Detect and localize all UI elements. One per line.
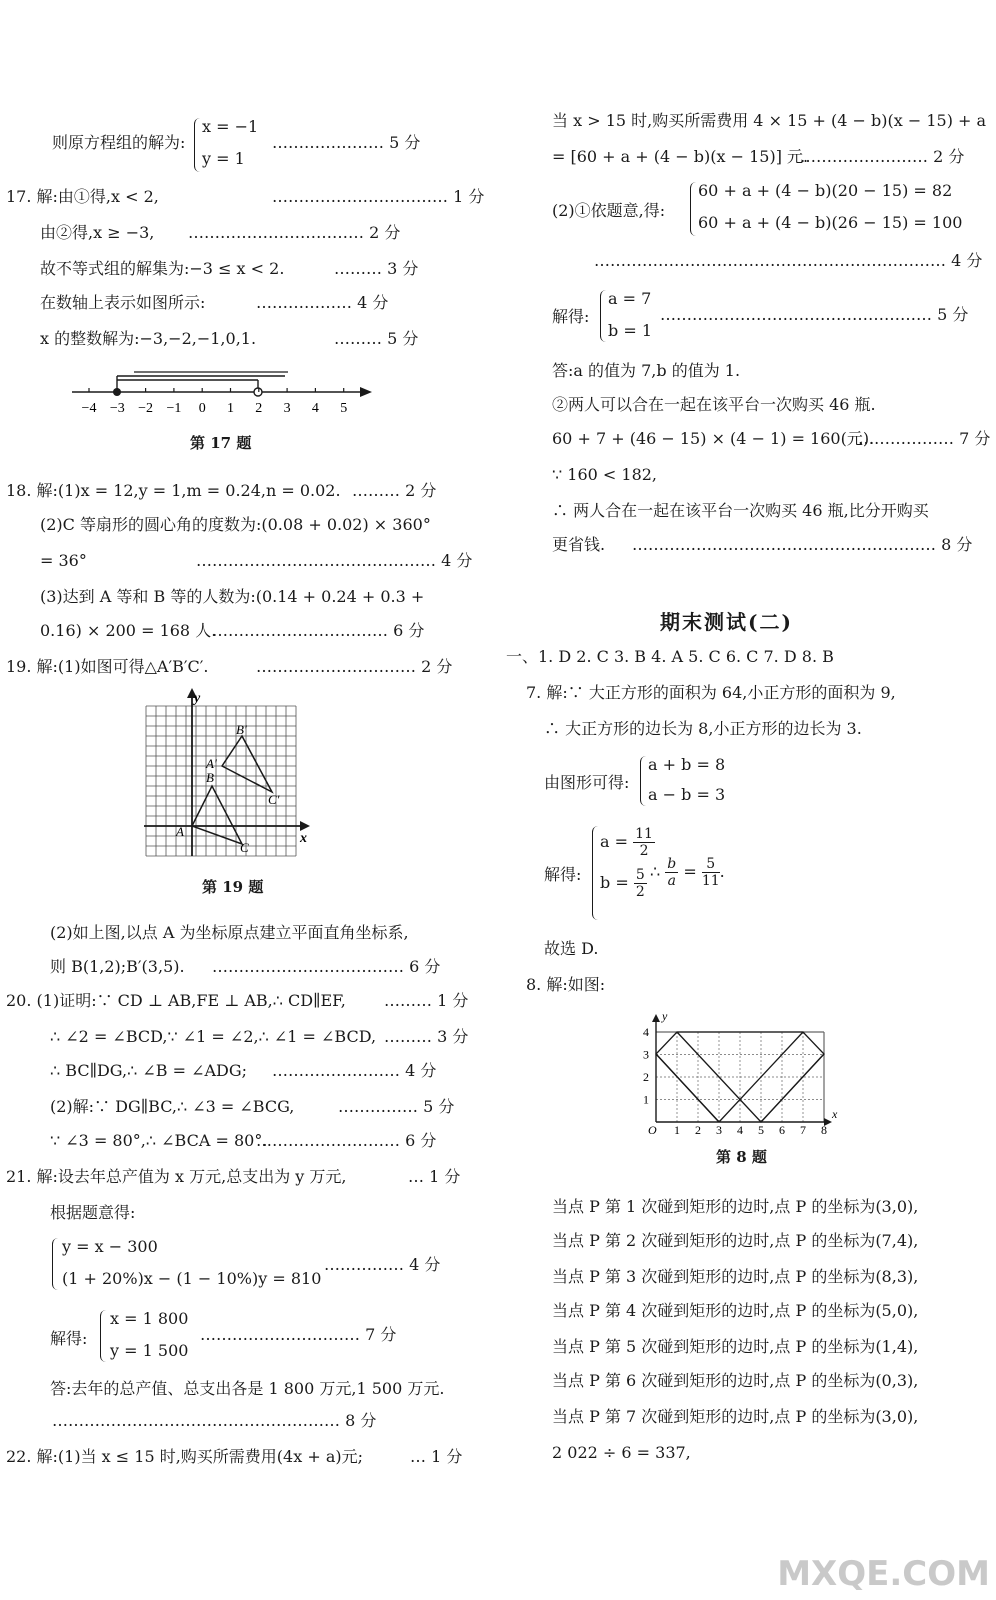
q22-line: ②两人可以合在一起在该平台一次购买 46 瓶. (552, 395, 876, 414)
figure-caption: 第 8 题 (716, 1148, 767, 1166)
y-tick-label: 2 (643, 1070, 649, 1084)
q22-line: 答:a 的值为 7,b 的值为 1. (552, 361, 741, 380)
point-label-C: C (240, 840, 249, 855)
score: ……… 2 分 (352, 481, 437, 500)
grid-figure-19 (140, 686, 320, 862)
score: ……………………… 6 分 (256, 1131, 437, 1150)
q21-line: 根据题意得: (50, 1203, 136, 1222)
answer-key: 一、1. D 2. C 3. B 4. A 5. C 6. C 7. D 8. B (506, 647, 834, 666)
point-label-A: A (176, 824, 184, 839)
q22-line: ∴ 两人合在一起在该平台一次购买 46 瓶,比分开购买 (552, 501, 929, 520)
score: ……… 3 分 (384, 1027, 469, 1046)
q22-line: 解得: (552, 307, 590, 326)
number-line-tick-label: −3 (109, 401, 125, 416)
score: …………… 4 分 (324, 1255, 441, 1274)
ratio-result: ∴ $\frac{b}{a}$ = $\frac{5}{11}$ . (650, 856, 725, 889)
score: ………………………………………………………… 4 分 (594, 251, 983, 270)
solution-line: 则原方程组的解为: (52, 133, 186, 152)
q22-line: ∵ 160 < 182, (552, 465, 658, 484)
q8-line: 8. 解:如图: (526, 975, 606, 994)
number-line-tick-label: −2 (138, 401, 154, 416)
q20-line: ∴ ∠2 = ∠BCD,∵ ∠1 = ∠2,∴ ∠1 = ∠BCD, (50, 1027, 377, 1046)
score: …………………………………………… 5 分 (660, 305, 969, 324)
fraction: $\frac{5}{2}$ (635, 867, 645, 900)
number-line-tick-label: 5 (340, 401, 348, 416)
system-brace (640, 756, 647, 806)
score: ……………………………… 6 分 (212, 957, 441, 976)
q7-line: 由图形可得: (544, 773, 630, 792)
score: … 1 分 (408, 1167, 461, 1186)
score: ………………………… 2 分 (256, 657, 453, 676)
q22-line: 当 x > 15 时,购买所需费用 4 × 15 + (4 − b)(x − 15) + a (552, 111, 987, 130)
axis-label-y: y (662, 1010, 668, 1023)
score: ……… 5 分 (334, 329, 419, 348)
section-title: 期末测试(二) (660, 610, 793, 634)
number-line-tick-label: 2 (255, 401, 263, 416)
point-p-line: 当点 P 第 1 次碰到矩形的边时,点 P 的坐标为(3,0), (552, 1197, 919, 1216)
score: ……………… 7 分 (858, 429, 991, 448)
q18-line: (3)达到 A 等和 B 等的人数为:(0.14 + 0.24 + 0.3 + (40, 587, 425, 606)
q17-line: 在数轴上表示如图所示: (40, 293, 206, 312)
score: …………………………… 6 分 (212, 621, 425, 640)
q19-line: 则 B(1,2);B′(3,5). (50, 957, 185, 976)
q7-line: 7. 解:∵ 大正方形的面积为 64,小正方形的面积为 9, (526, 683, 896, 702)
x-tick-label: 3 (716, 1123, 722, 1136)
calc-line: 2 022 ÷ 6 = 337, (552, 1443, 691, 1462)
point-p-line: 当点 P 第 5 次碰到矩形的边时,点 P 的坐标为(1,4), (552, 1337, 919, 1356)
system-brace (52, 1238, 59, 1290)
q17-line: x 的整数解为:−3,−2,−1,0,1. (40, 329, 257, 348)
axis-label-O: O (648, 1123, 657, 1136)
point-p-line: 当点 P 第 6 次碰到矩形的边时,点 P 的坐标为(0,3), (552, 1371, 919, 1390)
q22-line: 更省钱. (552, 535, 606, 554)
q17-line: 故不等式组的解集为:−3 ≤ x < 2. (40, 259, 285, 278)
number-line-tick-label: 0 (198, 401, 206, 416)
fraction: $\frac{b}{a}$ (667, 856, 677, 889)
score: …………………………… 1 分 (272, 187, 485, 206)
equation-system: x = 1 800 y = 1 500 (110, 1309, 189, 1360)
system-brace (100, 1310, 107, 1362)
point-p-line: 当点 P 第 3 次碰到矩形的边时,点 P 的坐标为(8,3), (552, 1267, 919, 1286)
fraction: $\frac{11}{2}$ (635, 826, 653, 859)
number-line-tick-label: −4 (81, 401, 97, 416)
x-tick-label: 5 (758, 1123, 764, 1136)
axis-label-x: x (832, 1107, 838, 1121)
score: ……… 1 分 (384, 991, 469, 1010)
q21-line: 21. 解:设去年总产值为 x 万元,总支出为 y 万元, (6, 1167, 347, 1186)
fraction: $\frac{5}{11}$ (701, 856, 720, 889)
x-tick-label: 8 (821, 1123, 827, 1136)
y-tick-label: 3 (643, 1047, 649, 1062)
q18-line: = 36° (40, 551, 87, 570)
q22-line: = [60 + a + (4 − b)(x − 15)] 元. (552, 147, 809, 166)
grid-figure-8 (640, 1010, 840, 1136)
x-tick-label: 1 (674, 1123, 680, 1136)
x-tick-label: 6 (779, 1123, 785, 1136)
score: ……… 3 分 (334, 259, 419, 278)
system-brace (690, 182, 697, 236)
x-tick-label: 7 (800, 1123, 806, 1136)
fraction-system: a = $\frac{11}{2}$ b = $\frac{5}{2}$ (600, 826, 653, 900)
q21-line: 解得: (50, 1329, 88, 1348)
system-brace (592, 826, 599, 920)
q18-line: (2)C 等扇形的圆心角的度数为:(0.08 + 0.02) × 360° (40, 515, 431, 534)
score: …………………………… 2 分 (188, 223, 401, 242)
score: ……………………………………………… 8 分 (52, 1411, 377, 1430)
number-line-tick-label: −1 (166, 401, 182, 416)
equation-system: y = x − 300 (1 + 20%)x − (1 − 10%)y = 810 (62, 1237, 322, 1288)
score: … 1 分 (410, 1447, 463, 1466)
system-brace (194, 118, 201, 172)
y-tick-label: 4 (643, 1025, 649, 1039)
q20-line: (2)解:∵ DG∥BC,∴ ∠3 = ∠BCG, (50, 1097, 295, 1116)
score: ………………………………………………… 8 分 (632, 535, 973, 554)
q19-line: 19. 解:(1)如图可得△A′B′C′. (6, 657, 209, 676)
number-line-tick-label: 1 (227, 401, 234, 416)
score: ………………………… 7 分 (200, 1325, 397, 1344)
y-tick-label: 1 (643, 1092, 649, 1107)
score: ………………… 5 分 (272, 133, 421, 152)
figure-caption: 第 19 题 (202, 878, 264, 896)
q20-line: ∵ ∠3 = 80°,∴ ∠BCA = 80°. (50, 1131, 268, 1150)
q20-line: ∴ BC∥DG,∴ ∠B = ∠ADG; (50, 1061, 248, 1080)
equation-system: x = −1 y = 1 (202, 117, 259, 168)
q18-line: 18. 解:(1)x = 12,y = 1,m = 0.24,n = 0.02. (6, 481, 341, 500)
q7-line: 故选 D. (544, 939, 599, 958)
system-brace (600, 290, 607, 342)
q7-line: 解得: (544, 865, 582, 884)
q22-line: 22. 解:(1)当 x ≤ 15 时,购买所需费用(4x + a)元; (6, 1447, 364, 1466)
q20-line: 20. (1)证明:∵ CD ⊥ AB,FE ⊥ AB,∴ CD∥EF, (6, 991, 346, 1010)
watermark: MXQE.COM (777, 1554, 990, 1594)
point-label-C1: C′ (268, 792, 280, 807)
score: …………………… 4 分 (272, 1061, 437, 1080)
point-p-line: 当点 P 第 7 次碰到矩形的边时,点 P 的坐标为(3,0), (552, 1407, 919, 1426)
x-tick-label: 4 (737, 1123, 743, 1136)
point-p-line: 当点 P 第 2 次碰到矩形的边时,点 P 的坐标为(7,4), (552, 1231, 919, 1250)
axis-label-x: x (300, 831, 307, 846)
figure-caption: 第 17 题 (190, 434, 252, 452)
number-line-tick-label: 4 (311, 401, 319, 416)
number-line-figure (60, 366, 380, 422)
q22-line: (2)①依题意,得: (552, 201, 666, 220)
equation-system: a + b = 8 a − b = 3 (648, 755, 726, 804)
q21-line: 答:去年的总产值、总支出各是 1 800 万元,1 500 万元. (50, 1379, 445, 1398)
score: …………………… 2 分 (800, 147, 965, 166)
x-tick-label: 2 (695, 1123, 701, 1136)
point-p-line: 当点 P 第 4 次碰到矩形的边时,点 P 的坐标为(5,0), (552, 1301, 919, 1320)
equation-system: a = 7 b = 1 (608, 289, 652, 340)
point-label-B: B (206, 770, 214, 785)
point-label-A1: A′ (206, 756, 217, 771)
score: ……………………………………… 4 分 (196, 551, 473, 570)
score: ……………… 4 分 (256, 293, 389, 312)
score: …………… 5 分 (338, 1097, 455, 1116)
q19-line: (2)如上图,以点 A 为坐标原点建立平面直角坐标系, (50, 923, 409, 942)
q7-line: ∴ 大正方形的边长为 8,小正方形的边长为 3. (544, 719, 862, 738)
q22-line: 60 + 7 + (46 − 15) × (4 − 1) = 160(元). (552, 429, 875, 448)
axis-label-y: y (194, 691, 201, 706)
number-line-tick-label: 3 (283, 401, 291, 416)
q17-line: 17. 解:由①得,x < 2, (6, 187, 159, 206)
point-label-B1: B′ (236, 722, 247, 737)
q17-line: 由②得,x ≥ −3, (40, 223, 155, 242)
q18-line: 0.16) × 200 = 168 人. (40, 621, 217, 640)
equation-system: 60 + a + (4 − b)(20 − 15) = 82 60 + a + (4 − b)(26 − 15) = 100 (698, 181, 963, 232)
